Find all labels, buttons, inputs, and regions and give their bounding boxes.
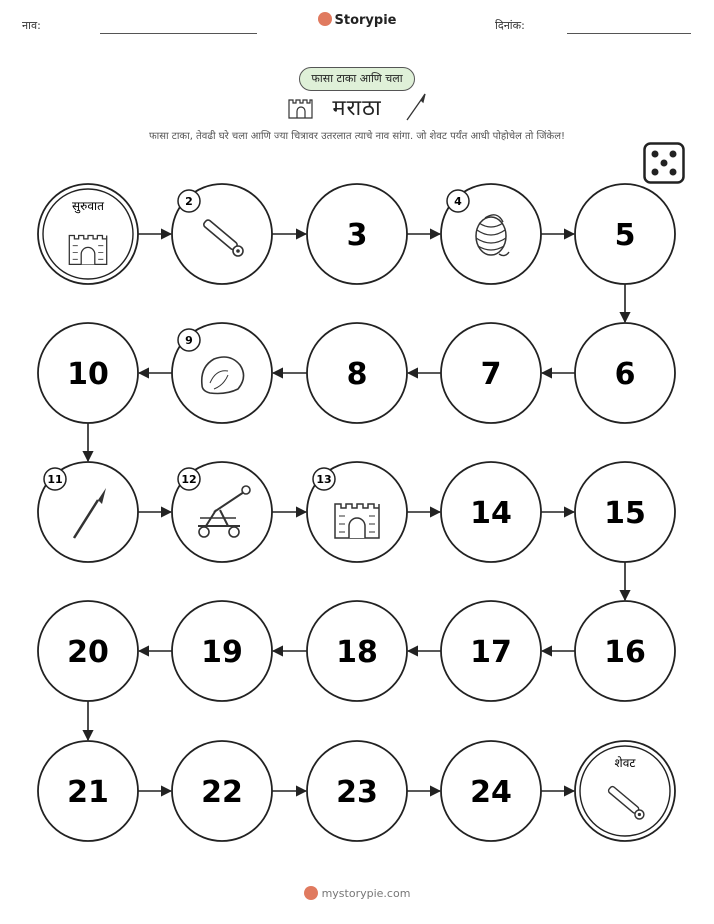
- board-space-24[interactable]: [441, 741, 541, 841]
- board-space-5[interactable]: [575, 184, 675, 284]
- board-space-6[interactable]: [575, 323, 675, 423]
- number-badge-label: 12: [181, 473, 197, 486]
- board-space-13[interactable]: [307, 462, 407, 562]
- start-label: सुरुवात: [72, 199, 104, 213]
- name-label: नाव:: [22, 19, 41, 32]
- space-number: 22: [201, 775, 243, 810]
- title-spear-icon: [403, 92, 429, 122]
- space-number: 23: [336, 775, 378, 810]
- space-number: 20: [67, 635, 109, 670]
- board-space-2[interactable]: [172, 184, 272, 284]
- board-space-22[interactable]: [172, 741, 272, 841]
- title-pill: फासा टाका आणि चला: [299, 67, 415, 91]
- board-space-11[interactable]: [38, 462, 138, 562]
- number-badge-label: 13: [316, 473, 332, 486]
- start-space[interactable]: [38, 184, 138, 284]
- space-number: 21: [67, 775, 109, 810]
- space-number: 5: [614, 218, 636, 253]
- number-badge-label: 4: [454, 195, 462, 208]
- space-number: 18: [336, 635, 378, 670]
- brand-name: Storypie: [334, 13, 397, 28]
- page-title: मराठा: [332, 96, 382, 121]
- board-space-16[interactable]: [575, 601, 675, 701]
- board-space-20[interactable]: [38, 601, 138, 701]
- space-number: 3: [346, 218, 368, 253]
- instructions: फासा टाका, तेवढी घरे चला आणि ज्या चित्रावर उतरलात त्याचे नाव सांगा. जो शेवट पर्यंत आधी पोहोचेल तो जिंकेल!: [148, 131, 566, 142]
- board-space-7[interactable]: [441, 323, 541, 423]
- rock-icon: [202, 357, 244, 394]
- space-number: 16: [604, 635, 646, 670]
- end-space[interactable]: [575, 741, 675, 841]
- board-space-14[interactable]: [441, 462, 541, 562]
- number-badge-label: 11: [47, 473, 63, 486]
- number-badge-label: 2: [185, 195, 193, 208]
- footer-logo-icon: [304, 886, 318, 900]
- space-number: 6: [614, 357, 636, 392]
- end-label: शेवट: [614, 756, 636, 770]
- castle-icon: [335, 504, 379, 538]
- space-number: 17: [470, 635, 512, 670]
- board-space-10[interactable]: [38, 323, 138, 423]
- space-number: 14: [470, 496, 512, 531]
- space-number: 15: [604, 496, 646, 531]
- date-label: दिनांक:: [495, 19, 525, 32]
- board-space-17[interactable]: [441, 601, 541, 701]
- game-board: [0, 170, 714, 870]
- board-space-9[interactable]: [172, 323, 272, 423]
- storypie-logo-icon: [318, 12, 332, 26]
- board-space-21[interactable]: [38, 741, 138, 841]
- space-number: 10: [67, 357, 109, 392]
- board-space-12[interactable]: [172, 462, 272, 562]
- board-space-8[interactable]: [307, 323, 407, 423]
- board-space-3[interactable]: [307, 184, 407, 284]
- space-number: 19: [201, 635, 243, 670]
- number-badge-label: 9: [185, 334, 193, 347]
- date-line[interactable]: [567, 33, 691, 34]
- board-space-23[interactable]: [307, 741, 407, 841]
- space-number: 7: [480, 357, 502, 392]
- board-space-18[interactable]: [307, 601, 407, 701]
- name-line[interactable]: [100, 33, 257, 34]
- space-number: 8: [346, 357, 368, 392]
- space-number: 24: [470, 775, 512, 810]
- board-space-15[interactable]: [575, 462, 675, 562]
- footer: [0, 886, 714, 900]
- board-space-4[interactable]: [441, 184, 541, 284]
- footer-url[interactable]: mystorypie.com: [321, 887, 411, 900]
- brand-logo: [0, 12, 714, 28]
- castle-icon: [69, 236, 106, 265]
- board-space-19[interactable]: [172, 601, 272, 701]
